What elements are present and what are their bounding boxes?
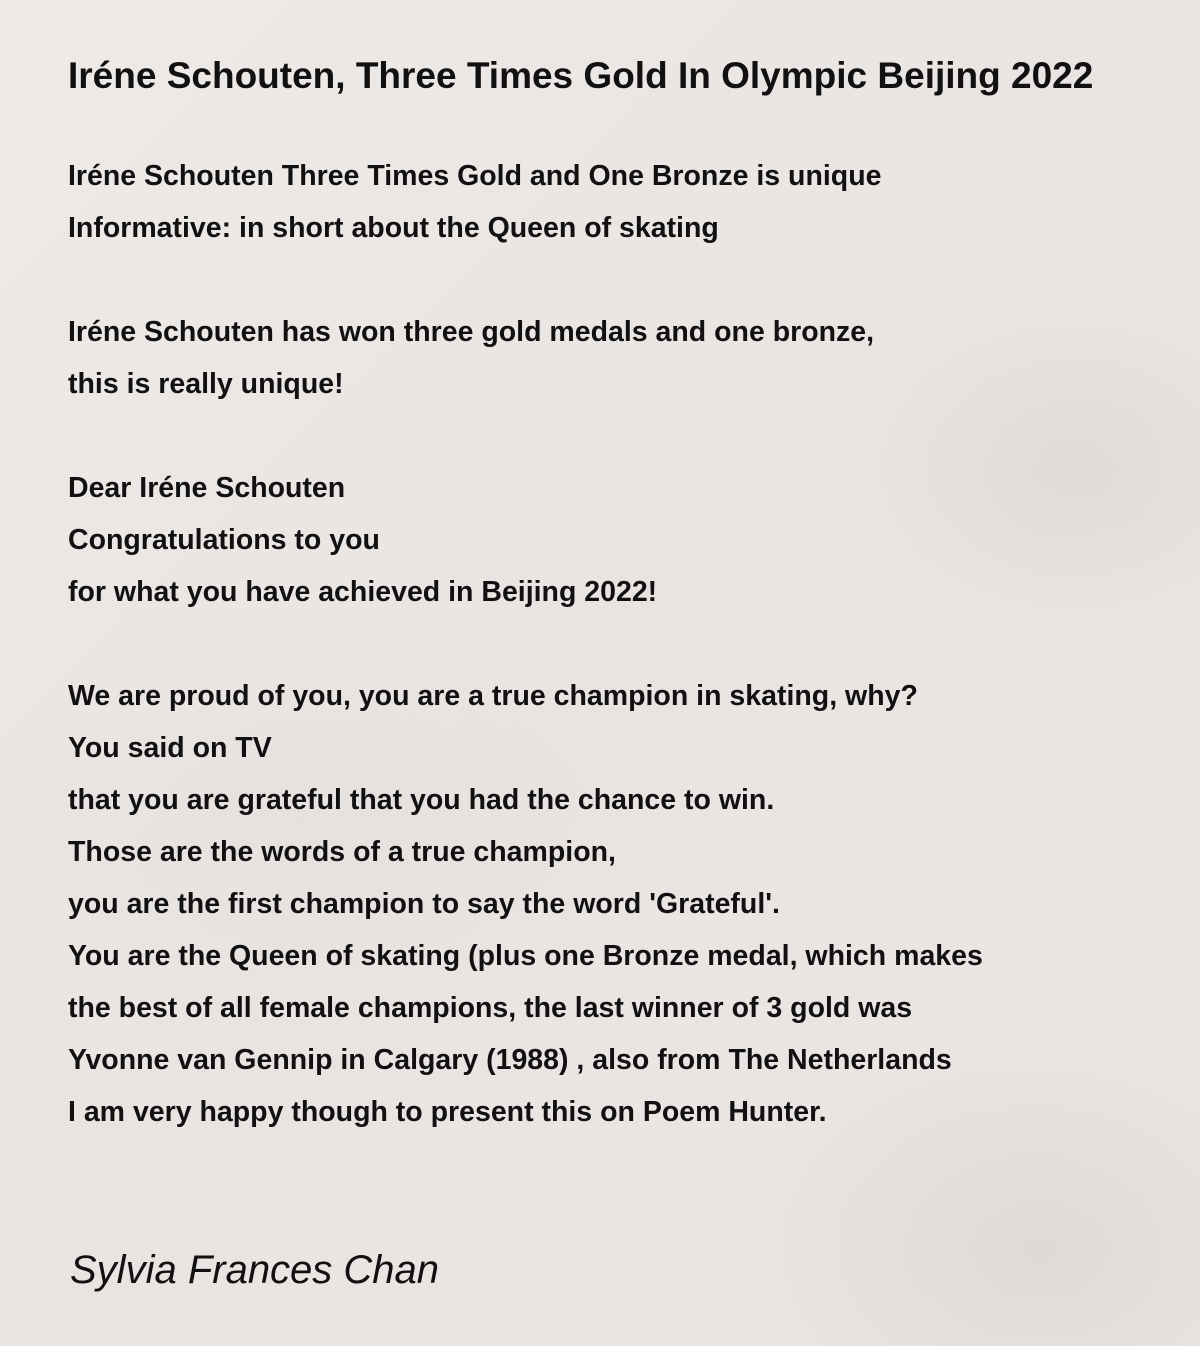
poem-line: Those are the words of a true champion, xyxy=(68,836,616,868)
stanza-1 xyxy=(68,150,1168,254)
stanza-4 xyxy=(68,670,1168,1138)
poem-line: Dear Iréne Schouten xyxy=(68,472,346,504)
poem-author: Sylvia Frances Chan xyxy=(70,1248,440,1292)
poem-line: We are proud of you, you are a true champion in skating, why? xyxy=(68,680,918,712)
poem-line: Informative: in short about the Queen of skating xyxy=(68,212,719,244)
poem-card xyxy=(68,52,1168,1138)
poem-line: that you are grateful that you had the chance to win. xyxy=(68,784,775,816)
poem-line: Yvonne van Gennip in Calgary (1988) , also from The Netherlands xyxy=(68,1044,952,1076)
poem-line: for what you have achieved in Beijing 2022! xyxy=(68,576,658,608)
poem-body xyxy=(68,150,1168,1138)
stanza-2 xyxy=(68,306,1168,410)
poem-line: You said on TV xyxy=(68,732,272,764)
poem-line: the best of all female champions, the last winner of 3 gold was xyxy=(68,992,913,1024)
poem-line: You are the Queen of skating (plus one Bronze medal, which makes xyxy=(68,940,983,972)
poem-line: Congratulations to you xyxy=(68,524,380,556)
poem-line: Iréne Schouten Three Times Gold and One Bronze is unique xyxy=(68,160,882,192)
poem-line: this is really unique! xyxy=(68,368,344,400)
stanza-3 xyxy=(68,462,1168,618)
poem-title: Iréne Schouten, Three Times Gold In Olympic Beijing 2022 xyxy=(68,55,1094,96)
poem-line: Iréne Schouten has won three gold medals and one bronze, xyxy=(68,316,875,348)
poem-line: you are the first champion to say the word 'Grateful'. xyxy=(68,888,780,920)
poem-line: I am very happy though to present this on Poem Hunter. xyxy=(68,1096,827,1128)
